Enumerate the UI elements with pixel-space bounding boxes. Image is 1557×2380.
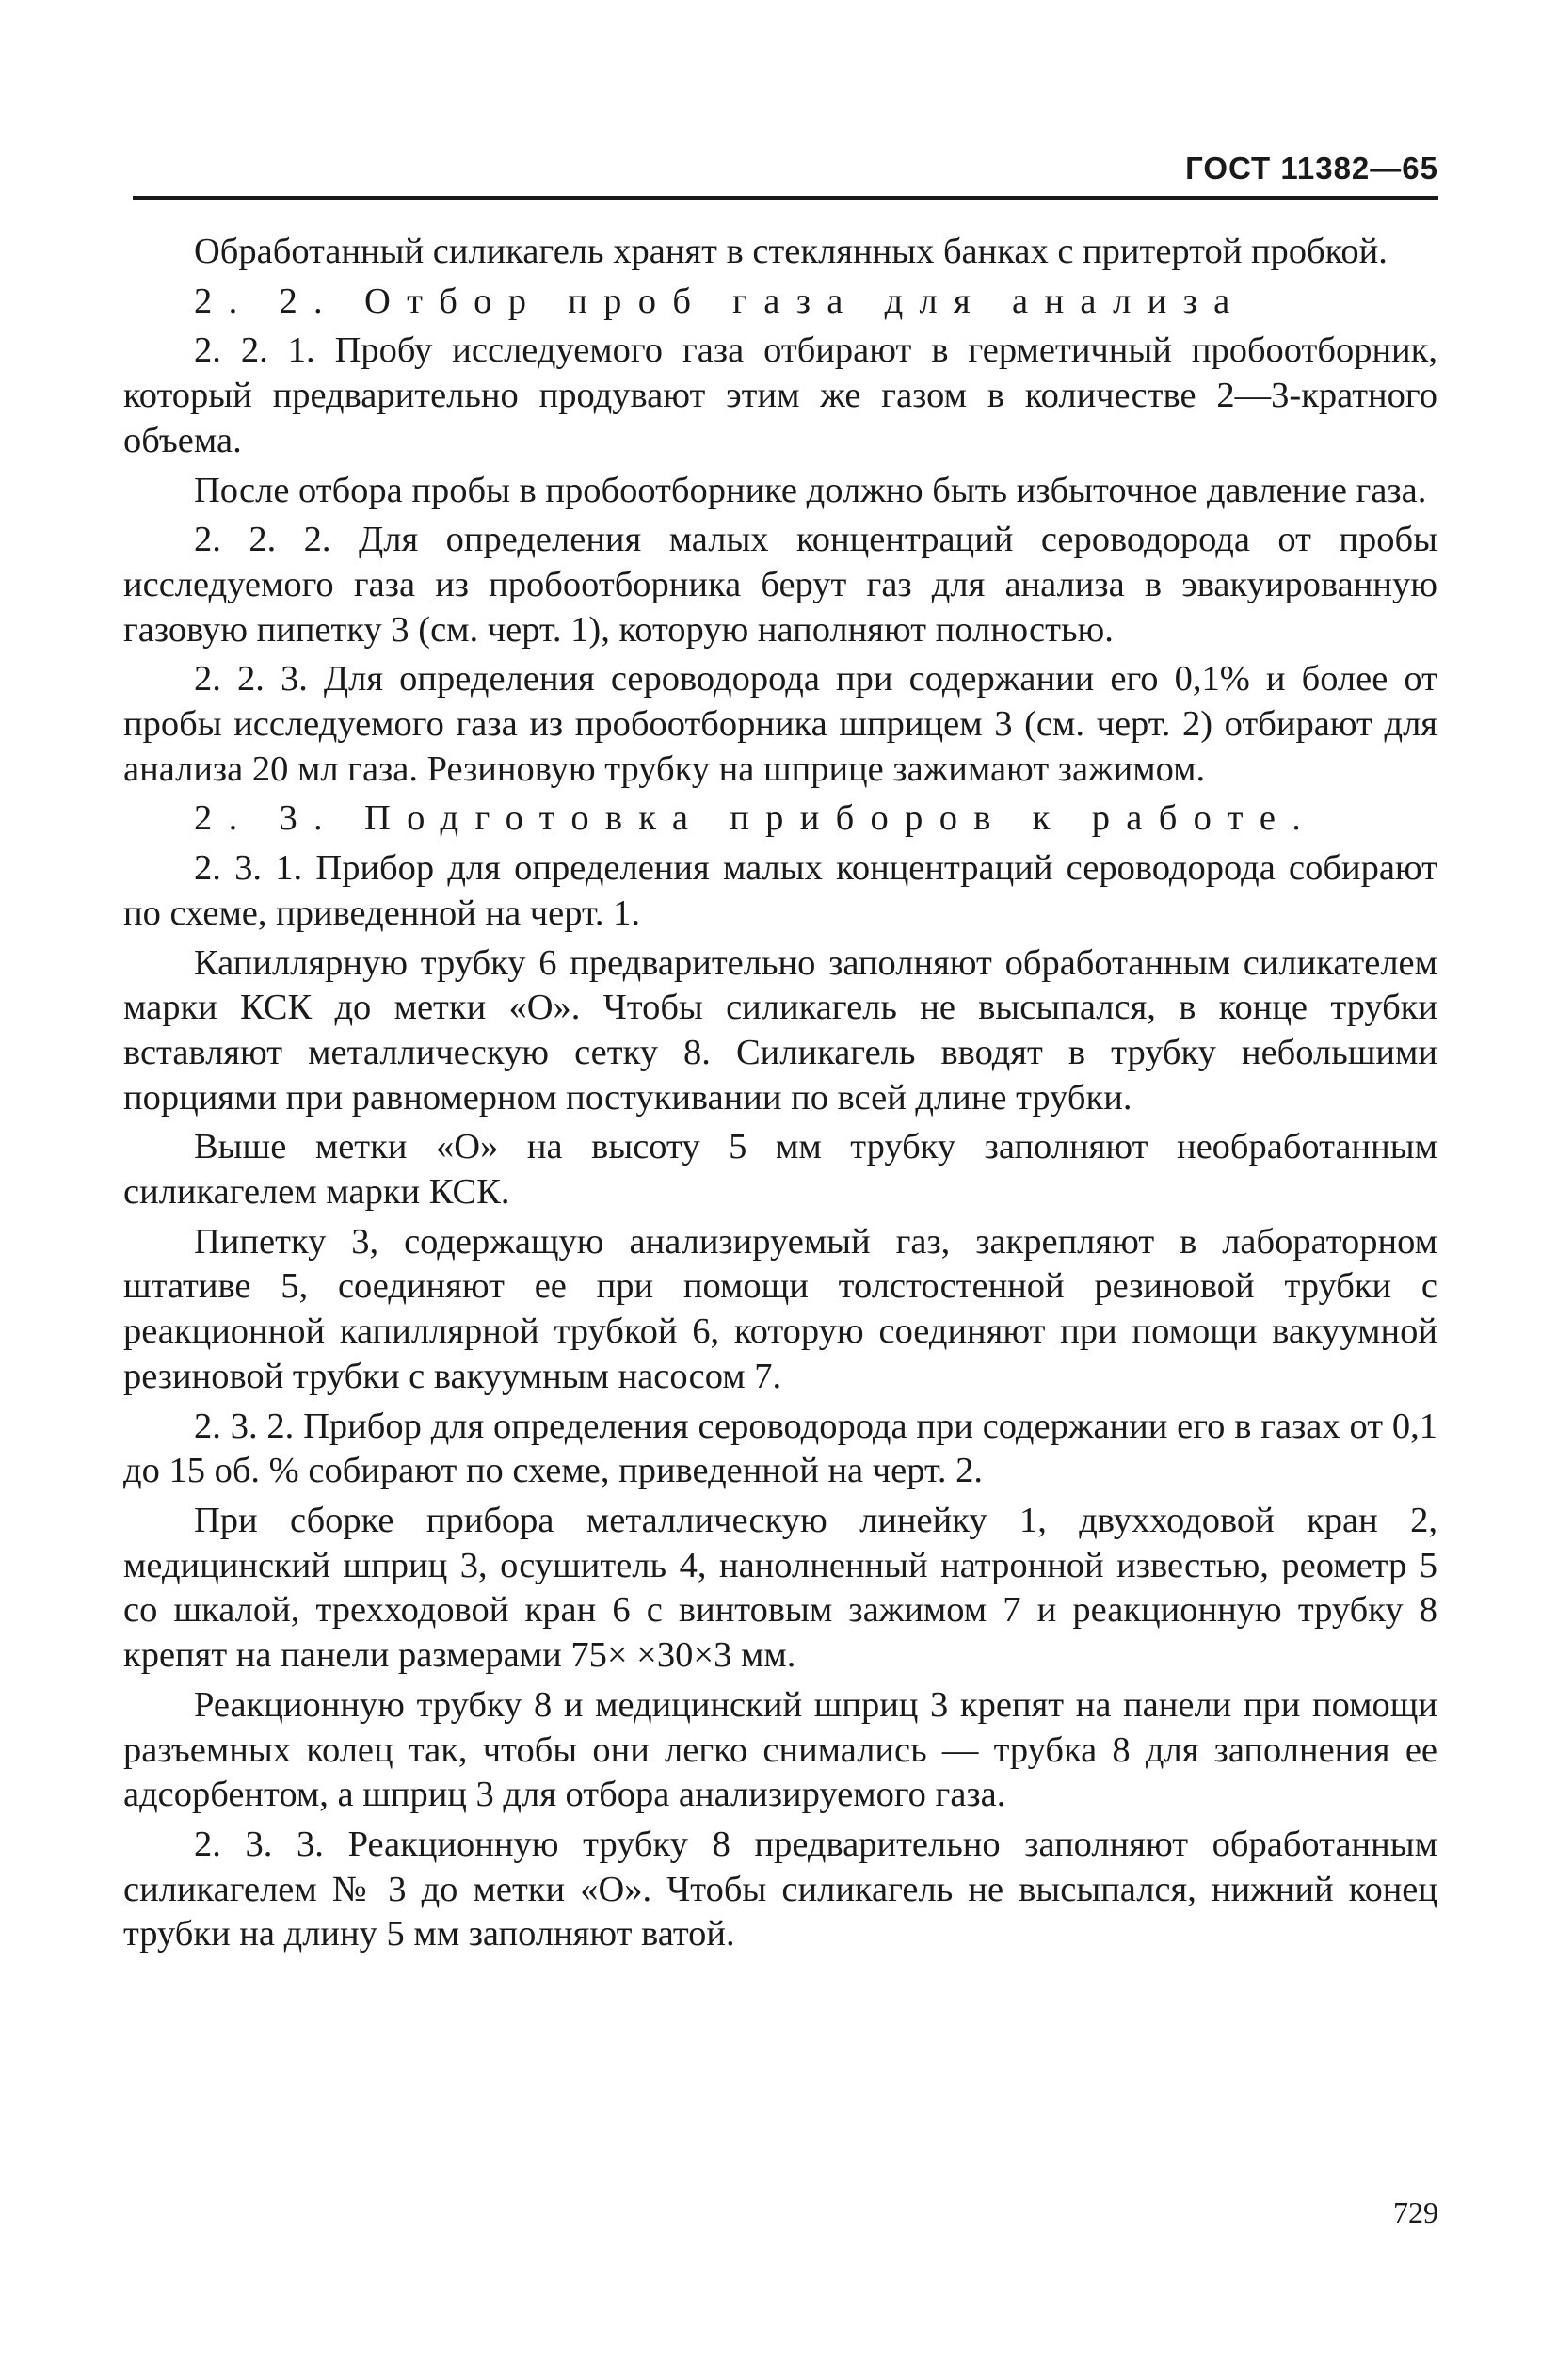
paragraph: При сборке прибора металлическую линейку 1, двухходовой кран 2, медицинский шприц 3, осушитель 4, нанолненный натронной известью, реометр 5 со шкалой, трехходовой кран 6 с винтовым зажимом 7 и реакционную трубку 8 крепят на панели размерами 75× ×30×3 мм. (123, 1500, 1437, 1676)
header-rule (133, 196, 1438, 200)
paragraph: 2. 2. 1. Пробу исследуемого газа отбирают в герметичный пробоотборник, который предварительно продувают этим же газом в количестве 2—3-кратного объема. (123, 330, 1437, 460)
paragraph: Пипетку 3, содержащую анализируемый газ, закрепляют в лабораторном штативе 5, соединяют ее при помощи толстостенной резиновой трубки с реакционной капиллярной трубкой 6, которую соединяют при помощи вакуумной резиновой трубки с вакуумным насосом 7. (123, 1221, 1437, 1396)
paragraph: Выше метки «О» на высоту 5 мм трубку заполняют необработанным силикагелем марки КСК. (123, 1127, 1437, 1213)
paragraph: Обработанный силикагель хранят в стеклянных банках с притертой пробкой. (194, 232, 1388, 271)
paragraph: 2. 2. 3. Для определения сероводорода при содержании его 0,1% и более от пробы исследуемого газа из пробоотборника шприцем 3 (см. черт. 2) отбирают для анализа 20 мл газа. Резиновую трубку на шприце зажимают зажимом. (123, 659, 1437, 789)
page-number: 729 (1393, 2195, 1438, 2229)
section-heading: 2. 3. Подготовка приборов к работе. (194, 798, 1318, 839)
paragraph: 2. 3. 3. Реакционную трубку 8 предварительно заполняют обработанным силикагелем № 3 до метки «О». Чтобы силикагель не высыпался, нижний конец трубки на длину 5 мм заполняют ватой. (123, 1824, 1437, 1954)
standard-code-header: ГОСТ 11382—65 (1185, 151, 1438, 185)
body-text (123, 230, 1437, 1957)
paragraph: Реакционную трубку 8 и медицинский шприц 3 крепят на панели при помощи разъемных колец так, чтобы они легко снимались — трубка 8 для заполнения ее адсорбентом, а шприц 3 для отбора анализируемого газа. (123, 1684, 1437, 1815)
section-heading: 2. 2. Отбор проб газа для анализа (194, 281, 1246, 321)
paragraph: 2. 3. 2. Прибор для определения сероводорода при содержании его в газах от 0,1 до 15 об. % собирают по схеме, приведенной на черт. 2. (123, 1406, 1437, 1491)
paragraph: 2. 2. 2. Для определения малых концентраций сероводорода от пробы исследуемого газа из пробоотборника берут газ для анализа в эвакуированную газовую пипетку 3 (см. черт. 1), которую наполняют полностью. (123, 520, 1437, 650)
paragraph: После отбора пробы в пробоотборнике должно быть избыточное давление газа. (194, 470, 1427, 510)
paragraph: 2. 3. 1. Прибор для определения малых концентраций сероводорода собирают по схеме, приведенной на черт. 1. (123, 848, 1437, 933)
paragraph: Капиллярную трубку 6 предварительно заполняют обработанным силикателем марки КСК до метки «О». Чтобы силикагель не высыпался, в конце трубки вставляют металлическую сетку 8. Силикагель вводят в трубку небольшими порциями при равномерном постукивании по всей длине трубки. (123, 942, 1437, 1118)
